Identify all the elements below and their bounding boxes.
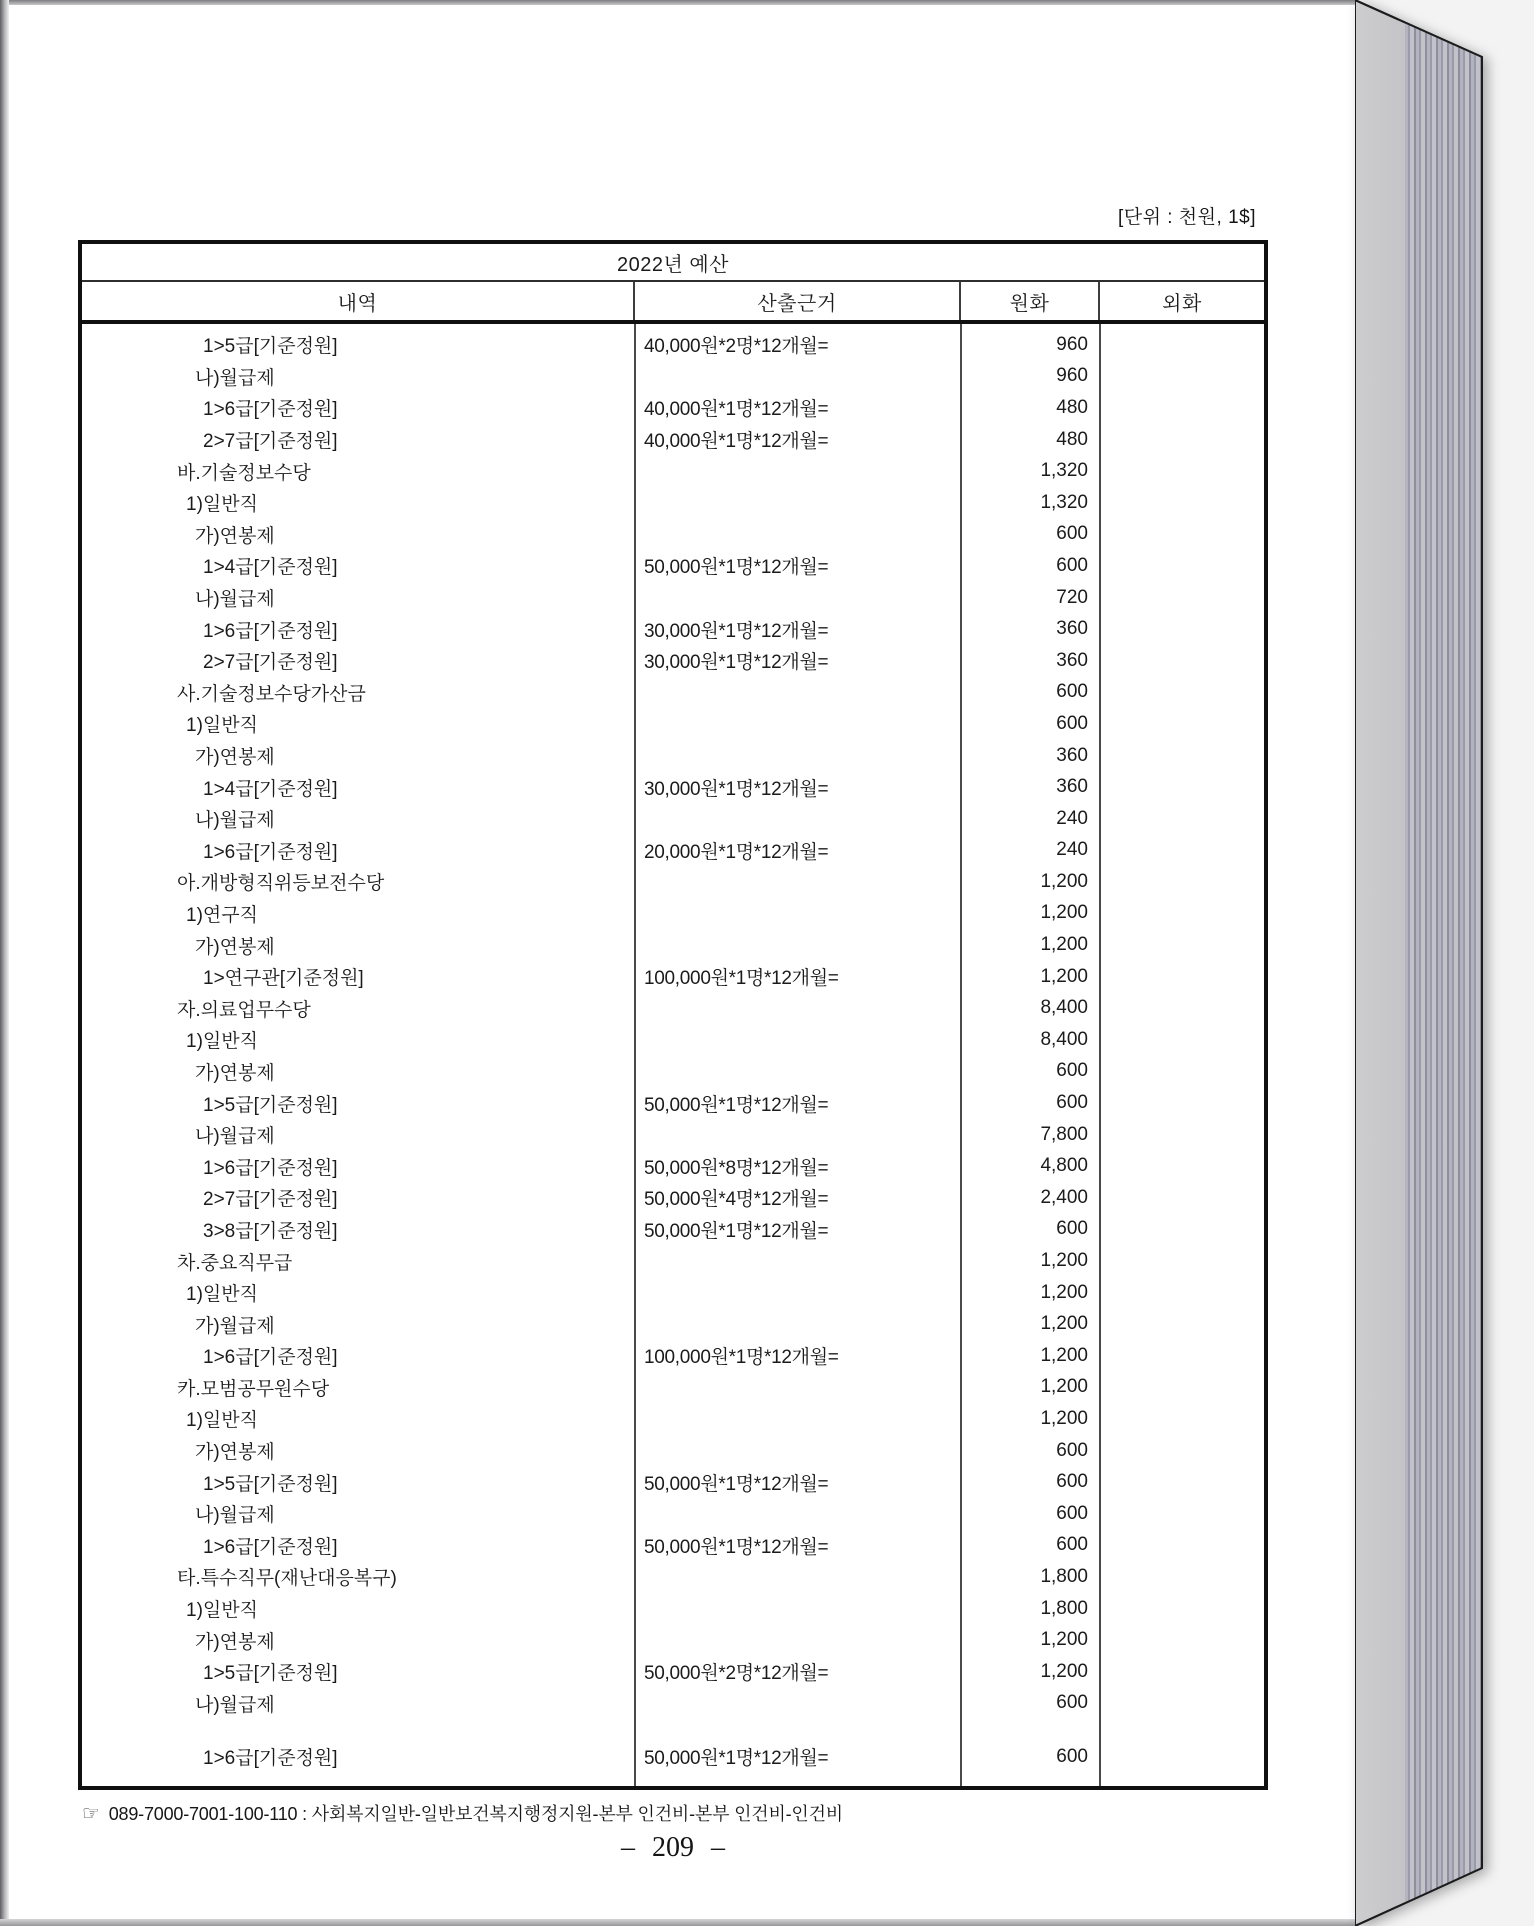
row-detail-cell: 1)일반직	[186, 1600, 258, 1622]
row-won-cell: 1,200	[1040, 965, 1088, 987]
table-row	[82, 1056, 1264, 1088]
row-detail-cell: 가)연봉제	[195, 1442, 275, 1464]
table-row	[82, 992, 1264, 1024]
page-bottom-edge	[0, 1919, 1355, 1926]
row-won-cell: 600	[1056, 554, 1088, 576]
pointing-hand-icon: ☞	[82, 1802, 100, 1825]
table-row	[82, 1741, 1264, 1773]
table-row	[82, 803, 1264, 835]
row-detail-cell: 1>6급[기준정원]	[203, 1347, 338, 1369]
row-detail-cell: 1)일반직	[186, 1410, 258, 1432]
table-row	[82, 550, 1264, 582]
row-won-cell: 1,800	[1040, 1565, 1088, 1587]
row-won-cell: 1,200	[1040, 902, 1088, 924]
row-won-cell: 240	[1056, 807, 1088, 829]
row-won-cell: 600	[1056, 523, 1088, 545]
table-row	[82, 1277, 1264, 1309]
row-won-cell: 600	[1056, 1218, 1088, 1240]
table-row	[82, 582, 1264, 614]
table-row	[82, 1245, 1264, 1277]
row-detail-cell: 1>연구관[기준정원]	[203, 968, 364, 990]
row-detail-cell: 가)연봉제	[195, 936, 275, 958]
table-row	[82, 677, 1264, 709]
footnote-text: 089-7000-7001-100-110 : 사회복지일반-일반보건복지행정지원-본부 인건비-본부 인건비-인건비	[108, 1804, 843, 1824]
row-basis-cell: 100,000원*1명*12개월=	[644, 1347, 839, 1369]
row-won-cell: 360	[1056, 649, 1088, 671]
table-row	[82, 329, 1264, 361]
row-won-cell: 1,800	[1040, 1597, 1088, 1619]
column-header-basis: 산출근거	[635, 282, 961, 320]
row-won-cell: 600	[1056, 712, 1088, 734]
row-detail-cell: 가)연봉제	[195, 747, 275, 769]
row-won-cell: 1,200	[1040, 1660, 1088, 1682]
table-row	[82, 929, 1264, 961]
table-row	[82, 1119, 1264, 1151]
row-won-cell: 600	[1056, 1439, 1088, 1461]
table-row	[82, 487, 1264, 519]
row-won-cell: 8,400	[1040, 1028, 1088, 1050]
table-title: 2022년 예산	[82, 244, 1264, 282]
table-row	[82, 898, 1264, 930]
row-detail-cell: 나)월급제	[195, 1126, 275, 1148]
row-detail-cell: 나)월급제	[195, 1694, 275, 1716]
table-row	[82, 1214, 1264, 1246]
table-row	[82, 361, 1264, 393]
table-body	[82, 324, 1264, 1786]
table-row	[82, 961, 1264, 993]
column-header-foreign: 외화	[1162, 292, 1202, 315]
row-won-cell: 600	[1056, 1092, 1088, 1114]
row-detail-cell: 사.기술정보수당가산금	[177, 683, 366, 705]
row-won-cell: 1,320	[1040, 491, 1088, 513]
table-header-row	[82, 282, 1264, 324]
row-detail-cell: 1>6급[기준정원]	[203, 1748, 338, 1770]
row-basis-cell: 50,000원*1명*12개월=	[644, 1220, 829, 1242]
unit-label: [단위 : 천원, 1$]	[1117, 207, 1256, 228]
table-row	[82, 771, 1264, 803]
row-detail-cell: 2>7급[기준정원]	[203, 431, 338, 453]
row-won-cell: 360	[1056, 744, 1088, 766]
row-won-cell: 600	[1056, 1534, 1088, 1556]
row-detail-cell: 2>7급[기준정원]	[203, 652, 338, 674]
table-row	[82, 1561, 1264, 1593]
row-won-cell: 4,800	[1040, 1155, 1088, 1177]
budget-table	[78, 240, 1268, 1790]
row-detail-cell: 1>5급[기준정원]	[203, 1663, 338, 1685]
table-row	[82, 1688, 1264, 1720]
row-detail-cell: 가)연봉제	[195, 1631, 275, 1653]
column-header-detail: 내역	[82, 282, 635, 320]
row-detail-cell: 3>8급[기준정원]	[203, 1220, 338, 1242]
row-won-cell: 960	[1056, 365, 1088, 387]
row-won-cell: 1,200	[1040, 1407, 1088, 1429]
book-page-stack	[1355, 0, 1487, 1926]
row-won-cell: 960	[1056, 333, 1088, 355]
row-detail-cell: 1>5급[기준정원]	[203, 1473, 338, 1495]
row-won-cell: 1,200	[1040, 870, 1088, 892]
row-won-cell: 360	[1056, 776, 1088, 798]
row-basis-cell: 40,000원*1명*12개월=	[644, 431, 829, 453]
row-won-cell: 600	[1056, 1060, 1088, 1082]
row-won-cell: 1,200	[1040, 1313, 1088, 1335]
row-won-cell: 1,200	[1040, 934, 1088, 956]
row-detail-cell: 2>7급[기준정원]	[203, 1189, 338, 1211]
row-basis-cell: 50,000원*8명*12개월=	[644, 1157, 829, 1179]
row-basis-cell: 50,000원*1명*12개월=	[644, 557, 829, 579]
row-won-cell: 480	[1056, 428, 1088, 450]
row-won-cell: 600	[1056, 1745, 1088, 1767]
row-detail-cell: 나)월급제	[195, 589, 275, 611]
row-detail-cell: 1>6급[기준정원]	[203, 1157, 338, 1179]
row-basis-cell: 50,000원*4명*12개월=	[644, 1189, 829, 1211]
row-detail-cell: 카.모범공무원수당	[177, 1378, 330, 1400]
row-won-cell: 7,800	[1040, 1123, 1088, 1145]
column-header-won: 원화	[961, 282, 1100, 320]
table-row	[82, 1435, 1264, 1467]
row-won-cell: 1,200	[1040, 1281, 1088, 1303]
row-detail-cell: 차.중요직무급	[177, 1252, 293, 1274]
table-row	[82, 645, 1264, 677]
row-detail-cell: 가)월급제	[195, 1315, 275, 1337]
table-row	[82, 1403, 1264, 1435]
row-basis-cell: 50,000원*2명*12개월=	[644, 1663, 829, 1685]
row-basis-cell: 50,000원*1명*12개월=	[644, 1473, 829, 1495]
table-row	[82, 740, 1264, 772]
row-won-cell: 600	[1056, 1471, 1088, 1493]
row-basis-cell: 100,000원*1명*12개월=	[644, 968, 839, 990]
row-basis-cell: 50,000원*1명*12개월=	[644, 1536, 829, 1558]
table-row	[82, 1087, 1264, 1119]
row-won-cell: 600	[1056, 1502, 1088, 1524]
row-detail-cell: 나)월급제	[195, 810, 275, 832]
table-row	[82, 1182, 1264, 1214]
table-row	[82, 1624, 1264, 1656]
table-row	[82, 1308, 1264, 1340]
row-detail-cell: 자.의료업무수당	[177, 999, 311, 1021]
row-detail-cell: 나)월급제	[195, 1505, 275, 1527]
row-won-cell: 1,200	[1040, 1344, 1088, 1366]
table-row	[82, 1340, 1264, 1372]
row-detail-cell: 타.특수직무(재난대응복구)	[177, 1568, 397, 1590]
table-row	[82, 1593, 1264, 1625]
table-row	[82, 1466, 1264, 1498]
row-detail-cell: 1>6급[기준정원]	[203, 841, 338, 863]
row-basis-cell: 30,000원*1명*12개월=	[644, 620, 829, 642]
table-row	[82, 613, 1264, 645]
table-row	[82, 708, 1264, 740]
table-row	[82, 424, 1264, 456]
row-won-cell: 720	[1056, 586, 1088, 608]
row-basis-cell: 40,000원*2명*12개월=	[644, 336, 829, 358]
row-won-cell: 1,200	[1040, 1250, 1088, 1272]
row-detail-cell: 나)월급제	[195, 367, 275, 389]
page-top-edge	[0, 0, 1355, 5]
table-row	[82, 835, 1264, 867]
row-basis-cell: 50,000원*1명*12개월=	[644, 1748, 829, 1770]
row-detail-cell: 아.개방형직위등보전수당	[177, 873, 385, 895]
row-detail-cell: 가)연봉제	[195, 1062, 275, 1084]
table-row	[82, 1656, 1264, 1688]
row-detail-cell: 가)연봉제	[195, 525, 275, 547]
row-won-cell: 600	[1056, 681, 1088, 703]
row-detail-cell: 1>5급[기준정원]	[203, 336, 338, 358]
row-detail-cell: 1)일반직	[186, 1284, 258, 1306]
table-row	[82, 1150, 1264, 1182]
table-row	[82, 1498, 1264, 1530]
row-detail-cell: 1)일반직	[186, 494, 258, 516]
table-row	[82, 392, 1264, 424]
row-won-cell: 1,200	[1040, 1376, 1088, 1398]
row-won-cell: 1,320	[1040, 460, 1088, 482]
row-basis-cell: 40,000원*1명*12개월=	[644, 399, 829, 421]
page-left-edge	[0, 0, 9, 1926]
table-row	[82, 1372, 1264, 1404]
row-won-cell: 1,200	[1040, 1629, 1088, 1651]
row-won-cell: 8,400	[1040, 997, 1088, 1019]
row-won-cell: 2,400	[1040, 1186, 1088, 1208]
page-number: – 209 –	[621, 1832, 725, 1863]
footnote	[82, 1800, 843, 1826]
table-row	[82, 1530, 1264, 1562]
row-detail-cell: 1)연구직	[186, 904, 258, 926]
row-detail-cell: 1)일반직	[186, 715, 258, 737]
row-detail-cell: 1)일반직	[186, 1031, 258, 1053]
table-row	[82, 519, 1264, 551]
table-row	[82, 866, 1264, 898]
row-basis-cell: 30,000원*1명*12개월=	[644, 652, 829, 674]
row-basis-cell: 20,000원*1명*12개월=	[644, 841, 829, 863]
row-won-cell: 600	[1056, 1692, 1088, 1714]
row-detail-cell: 1>5급[기준정원]	[203, 1094, 338, 1116]
table-row	[82, 455, 1264, 487]
row-won-cell: 240	[1056, 839, 1088, 861]
row-won-cell: 480	[1056, 396, 1088, 418]
row-won-cell: 360	[1056, 618, 1088, 640]
row-detail-cell: 1>6급[기준정원]	[203, 620, 338, 642]
table-row	[82, 1024, 1264, 1056]
row-detail-cell: 바.기술정보수당	[177, 462, 311, 484]
row-detail-cell: 1>6급[기준정원]	[203, 1536, 338, 1558]
row-basis-cell: 50,000원*1명*12개월=	[644, 1094, 829, 1116]
row-detail-cell: 1>4급[기준정원]	[203, 778, 338, 800]
row-detail-cell: 1>4급[기준정원]	[203, 557, 338, 579]
row-basis-cell: 30,000원*1명*12개월=	[644, 778, 829, 800]
row-detail-cell: 1>6급[기준정원]	[203, 399, 338, 421]
